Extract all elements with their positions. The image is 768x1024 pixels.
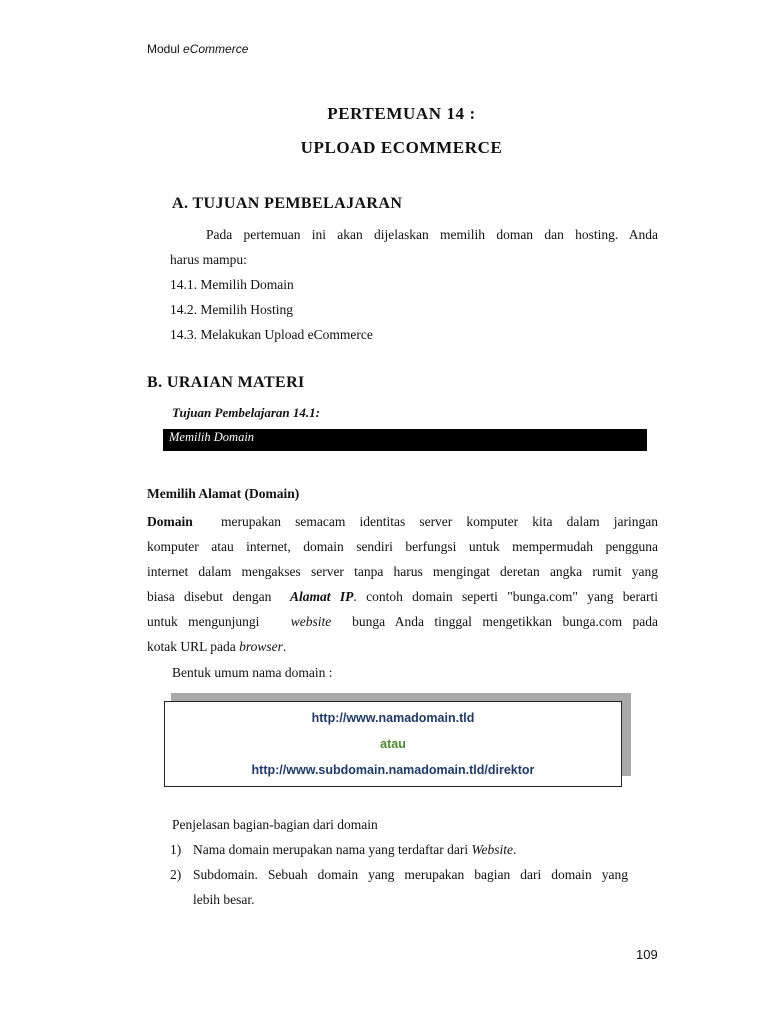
subheading: Memilih Alamat (Domain) — [147, 486, 300, 501]
paragraph-line: komputer atau internet, domain sendiri berfungsi untuk mempermudah pengguna — [147, 539, 658, 554]
ip-address-term: Alamat IP — [290, 589, 354, 604]
section-b-heading: B. URAIAN MATERI — [147, 374, 305, 391]
list-number: 2) — [170, 867, 182, 882]
domain-term: Domain — [147, 514, 193, 529]
chapter-subtitle: UPLOAD ECOMMERCE — [300, 138, 503, 157]
paragraph-text: kotak URL pada — [147, 639, 236, 654]
paragraph-line — [147, 584, 658, 609]
list-item: Subdomain. Sebuah domain yang merupakan bagian dari domain yang — [193, 867, 628, 882]
domain-format-box — [164, 701, 622, 787]
browser-term: browser — [239, 639, 283, 654]
explain-label: Penjelasan bagian-bagian dari domain — [172, 817, 378, 832]
objective-item: 14.2. Memilih Hosting — [170, 302, 294, 317]
section-a-heading: A. TUJUAN PEMBELAJARAN — [172, 195, 403, 212]
domain-form-label: Bentuk umum nama domain : — [172, 665, 333, 680]
paragraph-text: untuk mengunjungi — [147, 614, 260, 629]
paragraph-text: merupakan semacam identitas server komputer kita dalam jaringan — [221, 514, 658, 529]
list-item — [193, 837, 516, 862]
url-example-subdomain: http://www.subdomain.namadomain.tld/direktor — [251, 763, 535, 777]
url-separator: atau — [380, 737, 406, 751]
topic-label: Memilih Domain — [169, 430, 255, 444]
paragraph-text: . contoh domain seperti "bunga.com" yang berarti — [353, 589, 659, 604]
learning-objective-label: Tujuan Pembelajaran 14.1: — [172, 405, 320, 420]
objective-item: 14.1. Memilih Domain — [170, 277, 294, 292]
page-number: 109 — [636, 947, 658, 962]
paragraph-line — [147, 509, 658, 534]
list-item-text: Nama domain merupakan nama yang terdaftar dari — [193, 842, 469, 857]
website-term: website — [290, 614, 332, 629]
header-title: eCommerce — [183, 42, 249, 56]
running-header — [147, 42, 248, 56]
objective-item: 14.3. Melakukan Upload eCommerce — [170, 327, 373, 342]
list-item-text: . — [513, 842, 517, 857]
paragraph-text: bunga Anda tinggal mengetikkan bunga.com pada — [352, 614, 658, 629]
paragraph-line: internet dalam mengakses server tanpa harus mengingat deretan angka rumit yang — [147, 564, 658, 579]
intro-line-2: harus mampu: — [170, 252, 247, 267]
url-example-primary: http://www.namadomain.tld — [311, 711, 475, 725]
list-number: 1) — [170, 842, 182, 857]
chapter-title: PERTEMUAN 14 : — [327, 104, 476, 123]
domain-paragraph — [147, 509, 658, 659]
paragraph-line — [147, 609, 658, 634]
paragraph-text: biasa disebut dengan — [147, 589, 272, 604]
website-term: Website — [471, 842, 514, 857]
intro-line-1: Pada pertemuan ini akan dijelaskan memilih doman dan hosting. Anda — [206, 227, 658, 242]
header-prefix: Modul — [147, 42, 180, 56]
list-item-continuation: lebih besar. — [193, 892, 255, 907]
paragraph-text: . — [282, 639, 287, 654]
topic-bar — [163, 429, 647, 451]
paragraph-line — [147, 634, 658, 659]
